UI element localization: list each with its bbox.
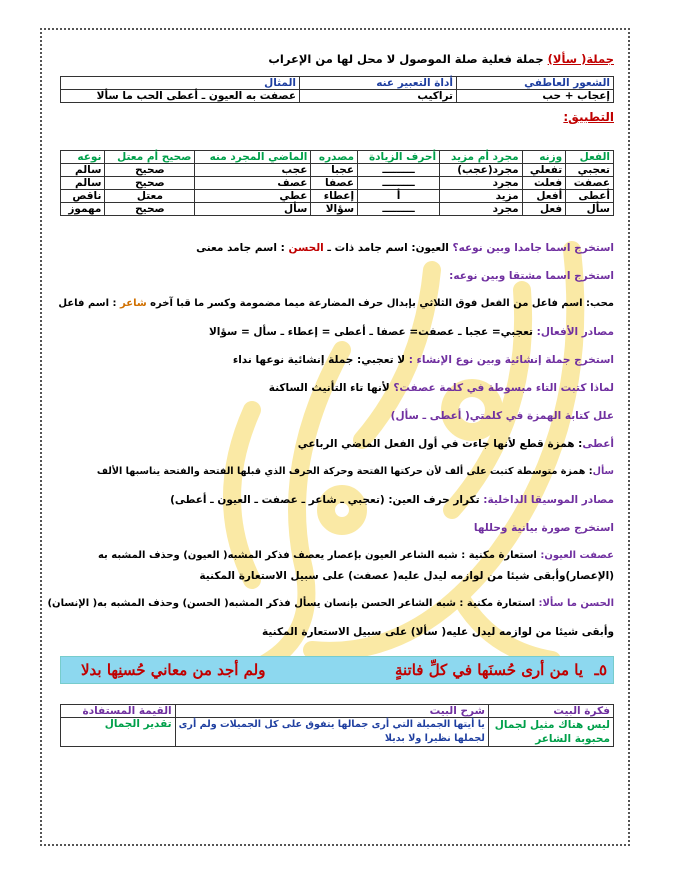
image-2-answer-cont: وأبقى شيئا من لوازمه ليدل عليه( سألا) على سبيل الاستعارة المكنية [262,626,614,638]
answer-derived-noun-2: : اسم فاعل [58,298,121,309]
augmented-cell: مجرد [440,177,523,190]
line-insha [60,354,614,366]
value-header: القيمة المستفادة [61,705,176,718]
type-cell: مهموز [61,203,105,216]
example-cell: عصفت به العيون ـ أعطى الحب ما سألا [61,90,300,103]
idea-header: فكرة البيت [488,705,613,718]
emotion-cell: إعجاب + حب [457,90,614,103]
idea-cell [488,718,613,747]
verse-table [60,704,614,747]
verb-cell: تعجبي [566,164,614,177]
question-solid-noun: استخرج اسما جامدا وبين نوعه؟ [452,242,614,254]
type-header: نوعه [61,151,105,164]
question-taa: لماذا كتبت التاء مبسوطة في كلمة عصفت؟ [393,382,614,394]
line-hamza-aata [60,438,614,450]
verb-cell: أعطى [566,190,614,203]
line-music [60,494,614,506]
line-derived-noun [60,298,614,309]
music-answer: تكرار حرف العين: (تعجبي ـ شاعر ـ عصفت ـ العيون ـ أعطى) [170,494,484,506]
answer-derived-noun-word: شاعر [120,298,147,309]
title-prefix: جملة( سألا) [547,52,614,66]
title-line [60,52,614,66]
table-row [61,177,614,190]
image-2-label: الحسن ما سألا: [538,598,614,609]
type-cell: ناقص [61,190,105,203]
emotion-header: الشعور العاطفي [457,77,614,90]
augmented-cell: مجرد(عجب) [440,164,523,177]
past-cell: عجب [195,164,311,177]
hamza-aata-label: أعطى [582,438,614,450]
past-cell: سأل [195,203,311,216]
past-cell: عطي [195,190,311,203]
image-2-answer: استعارة مكنية : شبه الشاعر الحسن بإنسان يسأل فذكر المشبه( الحسن) وحذف المشبه به( الإنسان) [47,598,539,609]
verse-second-hemistich: ولم أجد من معاني حُسنِها بدلا [81,661,266,679]
sound-weak-cell: معتل [105,190,195,203]
sound-weak-cell: صحيح [105,177,195,190]
explain-cell [175,718,488,747]
verb-cell: سأل [566,203,614,216]
masdar-cell: عصفا [311,177,358,190]
question-image: استخرج صورة بيانية وحللها [473,522,614,534]
image-1-answer: استعارة مكنية : شبه الشاعر العيون بإعصار يعصف فذكر المشبه( العيون) وحذف المشبه به [97,550,541,561]
masdar-cell: إعطاء [311,190,358,203]
question-hamza: علل كتابة الهمزة في كلمتي( أعطى ـ سأل) [390,410,614,422]
verb-header: الفعل [566,151,614,164]
hamza-saala-label: سأل [592,466,614,477]
line-solid-noun [60,242,614,254]
verb-cell: عصفت [566,177,614,190]
pattern-cell: تفعلي [522,164,566,177]
page-frame [40,28,630,846]
verb-sources-answer: تعجبي= عجبا ـ عصفت= عصفا ـ أعطى = إعطاء ـ سأل = سؤالا [208,326,533,338]
emotion-table [60,76,614,103]
application-heading: التطبيق: [563,110,614,124]
verse-first-hemistich: يا من أرى حُسنَها في كلِّ فاتنةٍ [394,661,583,679]
verse-number: ٥ـ [594,661,607,679]
answer-derived-noun-1: محب: اسم فاعل من الفعل فوق الثلاثي بإبدال حرف المضارعة ميما مضمومة وكسر ما قبا آخره [146,298,614,309]
image-1-label: عصفت العيون: [540,550,614,561]
type-cell: سالم [61,177,105,190]
pattern-cell: أفعل [522,190,566,203]
idea-line-2: محبوبة الشاعر [535,733,610,745]
masdar-cell: عجبا [311,164,358,177]
idea-line-1: ليس هناك مثيل لجمال [494,719,610,731]
type-cell: سالم [61,164,105,177]
sound-weak-cell: صحيح [105,164,195,177]
past-header: الماضي المجرد منه [195,151,311,164]
added-letters-cell: ـــــــــ [358,203,440,216]
answer-solid-noun-word: الحسن [288,242,324,254]
masdar-header: مصدره [311,151,358,164]
verb-table [60,150,614,216]
hamza-saala-answer: : همزة متوسطة كتبت على ألف لأن حركتها الفتحة وحركة الحرف الذي قبلها الفتحة والفتحة يناسبها الألف [96,466,593,477]
question-insha: استخرج جملة إنشائية وبين نوع الإنشاء : [408,354,614,366]
title-rest: جملة فعلية صلة الموصول لا محل لها من الإعراب [268,52,548,66]
past-cell: عصف [195,177,311,190]
verb-sources-label: مصادر الأفعال: [532,326,614,338]
added-letters-cell: ـــــــــ [358,164,440,177]
line-verb-sources [60,326,614,338]
explain-line-1: يا أيتها الجميلة التي أرى جمالها يتفوق على كل الجميلات ولم أرى [178,719,485,730]
answer-solid-noun-2: : اسم جامد معنى [196,242,289,254]
verse-banner [60,656,614,684]
line-image-2 [47,598,614,609]
answer-solid-noun-1: العيون: اسم جامد ذات ـ [323,242,453,254]
verb-table-header [61,151,614,164]
value-cell: تقدير الجمال [61,718,176,747]
sound-weak-header: صحيح أم معتل [105,151,195,164]
line-hamza-saala [60,466,614,477]
explain-header: شرح البيت [175,705,488,718]
sound-weak-cell: صحيح [105,203,195,216]
added-letters-cell: أ [358,190,440,203]
augmented-cell: مجرد [440,203,523,216]
pattern-cell: فعل [522,203,566,216]
pattern-header: وزنه [522,151,566,164]
table-row [61,164,614,177]
augmented-header: مجرد أم مزيد [440,151,523,164]
line-image-1 [60,550,614,561]
question-derived-noun: استخرج اسما مشتقا وبين نوعه: [449,270,614,282]
added-letters-cell: ـــــــــ [358,177,440,190]
table-row [61,190,614,203]
image-1-answer-cont: (الإعصار)وأبقى شيئا من لوازمه ليدل عليه( عصفت) على سبيل الاستعارة المكنية [199,570,614,582]
masdar-cell: سؤالا [311,203,358,216]
answer-taa: لأنها تاء التأنيث الساكنة [268,382,394,394]
line-taa [60,382,614,394]
hamza-aata-answer: : همزة قطع لأنها جاءت في أول الفعل الماضي الرباعي [297,438,583,450]
answer-insha: لا تعجبي: جملة إنشائية نوعها نداء [232,354,409,366]
example-header: المثال [61,77,300,90]
music-label: مصادر الموسيقا الداخلية: [483,494,614,506]
augmented-cell: مزيد [440,190,523,203]
explain-line-2: لجملها نظيرا ولا بديلا [384,733,485,744]
added-letters-header: أحرف الزيادة [358,151,440,164]
tool-header: أداة التعبير عنه [300,77,457,90]
tool-cell: تراكيب [300,90,457,103]
table-row [61,203,614,216]
pattern-cell: فعلت [522,177,566,190]
